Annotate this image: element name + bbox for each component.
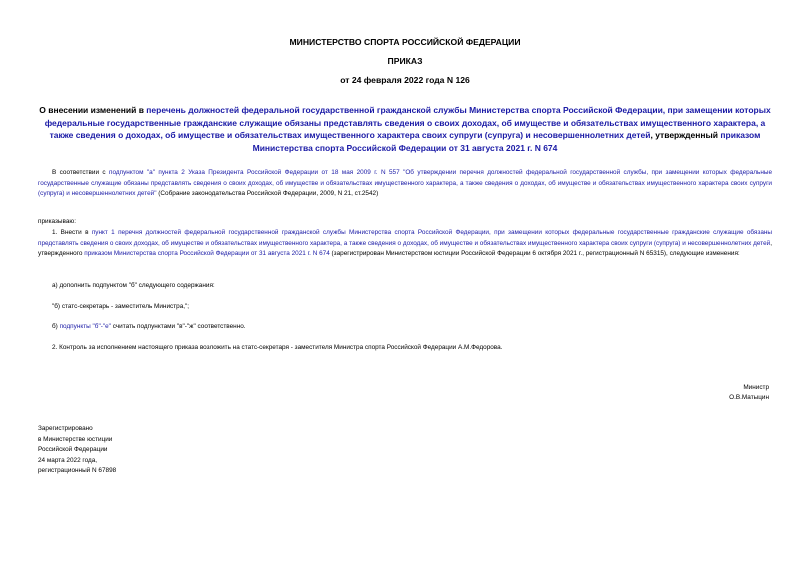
preamble-text: (Собрание законодательства Российской Федерации, 2009, N 21, ст.2542)	[156, 190, 379, 198]
subject-link-order[interactable]: приказом Министерства спорта Российской Федерации от 31 августа 2021 г. N 674	[252, 130, 761, 153]
order-word: приказываю:	[38, 218, 76, 225]
item-1-link-order[interactable]: приказом Министерства спорта Российской Федерации от 31 августа 2021 г. N 674	[84, 250, 330, 258]
document-date-number: от 24 февраля 2022 года N 126	[340, 75, 470, 85]
preamble-paragraph	[38, 168, 772, 200]
item-b-link[interactable]: подпункты "б"-"е"	[59, 323, 111, 330]
subject-text: , утвержденный	[650, 130, 721, 141]
item-b-text: б)	[52, 323, 60, 330]
item-b-text: считать подпунктами "в"-"ж" соответственно.	[110, 323, 246, 330]
document-type: ПРИКАЗ	[387, 56, 423, 66]
registration-block	[38, 424, 116, 477]
subject-text: О внесении изменений в	[39, 105, 147, 115]
preamble-link-decree[interactable]: подпунктом "а" пункта 2 Указа Президента Российской Федерации от 18 мая 2009 г. N 557 "Об утверждении перечня должностей федеральной государственной службы, при замещении которых федеральные государственные служащие обязаны представлять сведения о своих доходах, об имуществе и обязательствах имущественного характера, а также сведения о доходах, об имуществе и обязательствах имущественного характера своих супруги (супруга) и несовершеннолетних детей"	[38, 169, 772, 198]
item-a-paragraph: а) дополнить подпунктом "б" следующего содержания:	[52, 282, 215, 289]
item-1-text: (зарегистрирован Министерством юстиции Российской Федерации 6 октября 2021 г., регистрационный N 65315), следующие изменения:	[329, 250, 740, 258]
signature-block	[729, 383, 769, 403]
signature-position: Министр	[743, 384, 769, 391]
item-1-link-list[interactable]: пункт 1 перечня должностей федеральной государственной гражданской службы Министерства спорта Российской Федерации, при замещении которых федеральные государственные гражданские служащие обязаны представлять сведения о своих доходах, об имуществе и обязательствах имущественного характера, а также сведения о доходах, об имуществе и обязательствах имущественного характера своих супруги (супруга) и несовершеннолетних детей	[38, 229, 772, 247]
registration-number: регистрационный N 67898	[38, 467, 117, 474]
item-1-paragraph	[38, 228, 772, 260]
registration-date: 24 марта 2022 года,	[38, 456, 98, 464]
item-quote-paragraph: "б) статс-секретарь - заместитель Министра,";	[52, 303, 190, 310]
document-subject	[38, 104, 772, 154]
registration-line: Зарегистрировано	[38, 425, 93, 432]
registration-line: в Министерстве юстиции	[38, 435, 113, 443]
registration-line: Российской Федерации	[38, 446, 108, 453]
item-b-paragraph	[38, 322, 772, 333]
ministry-title: МИНИСТЕРСТВО СПОРТА РОССИЙСКОЙ ФЕДЕРАЦИИ	[289, 37, 521, 47]
subject-link-list[interactable]: перечень должностей федеральной государственной гражданской службы Министерства спорта Российской Федерации, при замещении которых федеральные государственные гражданские служащие обязаны представлять сведения о своих доходах, об имуществе и обязательствах имущественного характера, а также сведения о доходах, об имуществе и обязательствах имущественного характера своих супруги (супруга) и несовершеннолетних детей	[44, 105, 771, 141]
signature-name: О.В.Матыцин	[729, 394, 769, 401]
item-2-paragraph: 2. Контроль за исполнением настоящего приказа возложить на статс-секретаря - заместителя Министра спорта Российской Федерации А.М.Федорова.	[52, 344, 503, 351]
item-1-text: , утвержденного	[38, 239, 772, 258]
preamble-text: В соответствии с	[52, 169, 110, 176]
item-1-text: 1. Внести в	[52, 229, 92, 236]
